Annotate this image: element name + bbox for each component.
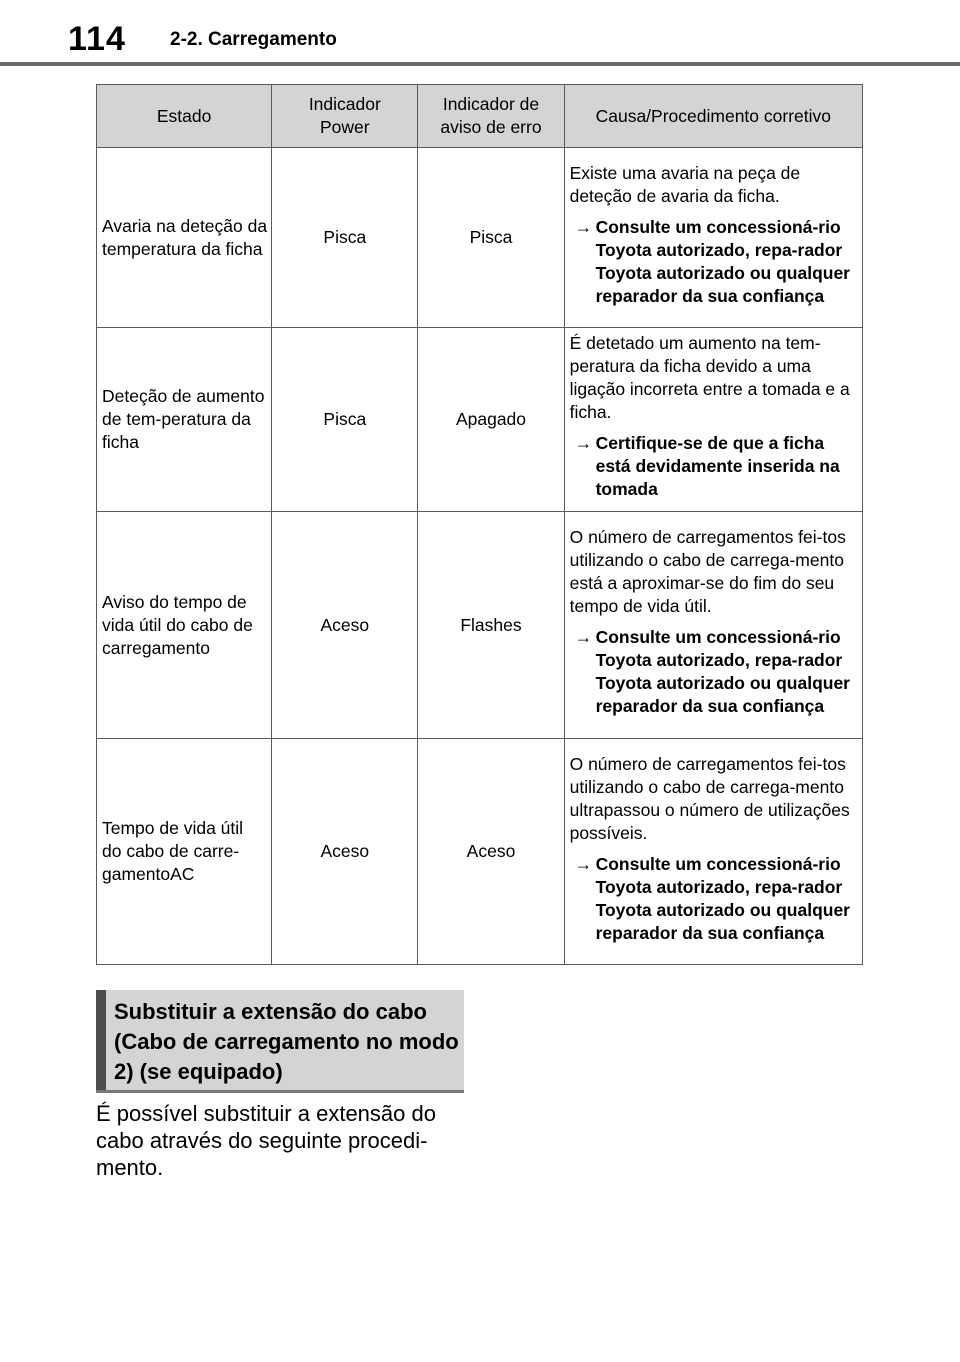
status-table	[96, 84, 863, 965]
error-indicator-cell: Aceso	[418, 739, 564, 965]
page-header	[0, 0, 960, 68]
corrective-action	[570, 432, 856, 501]
state-text: Aviso do tempo de vida útil do cabo de carregamento	[102, 591, 253, 658]
cause-text: O número de carregamentos fei-tos utilizando o cabo de carrega-mento está a aproximar-se do fim do seu tempo de vida útil.	[569, 527, 846, 616]
table-row	[97, 512, 863, 739]
power-indicator-cell: Aceso	[272, 739, 418, 965]
cause-cell	[564, 148, 862, 328]
cause-text: É detetado um aumento na tem-peratura da ficha devido a uma ligação incorreta entre a tomada e a ficha.	[569, 333, 850, 422]
corrective-action	[570, 626, 856, 718]
subsection-title: Substituir a extensão do cabo (Cabo de carregamento no modo 2) (se equipado)	[114, 999, 459, 1084]
error-indicator-cell: Pisca	[418, 148, 564, 328]
body-paragraph: É possível substituir a extensão do cabo através do seguinte procedi-mento.	[96, 1101, 436, 1180]
column-header-power-indicator: Indicador Power	[272, 85, 418, 148]
action-text: Certifique-se de que a ficha está devidamente inserida na tomada	[595, 433, 840, 499]
power-indicator-cell: Pisca	[272, 148, 418, 328]
state-text: Deteção de aumento de tem-peratura da ficha	[102, 386, 265, 452]
state-text: Tempo de vida útil do cabo de carre-gamentoAC	[102, 818, 244, 884]
subsection-accent-bar	[96, 990, 106, 1090]
table-row	[97, 148, 863, 328]
arrow-right-icon: →	[574, 433, 593, 453]
arrow-right-icon: →	[574, 627, 593, 647]
header-divider	[0, 62, 960, 66]
table-header-row	[97, 85, 863, 148]
table-row	[97, 739, 863, 965]
column-header-state: Estado	[97, 85, 272, 148]
power-indicator-cell: Pisca	[272, 328, 418, 512]
corrective-action	[570, 853, 856, 945]
column-header-error-indicator: Indicador de aviso de erro	[418, 85, 564, 148]
cause-text: Existe uma avaria na peça de deteção de avaria da ficha.	[569, 162, 801, 206]
column-header-cause: Causa/Procedimento corretivo	[564, 85, 862, 148]
section-title: 2-2. Carregamento	[170, 29, 337, 50]
subsection-heading-box	[96, 990, 464, 1093]
state-cell	[97, 512, 272, 739]
error-indicator-cell: Flashes	[418, 512, 564, 739]
page-number: 114	[68, 20, 126, 58]
cause-cell	[564, 328, 862, 512]
cause-cell	[564, 739, 862, 965]
state-cell	[97, 739, 272, 965]
action-text: Consulte um concessioná-rio Toyota autorizado, repa-rador Toyota autorizado ou qualquer reparador da sua confiança	[595, 853, 850, 943]
arrow-right-icon: →	[574, 853, 593, 874]
corrective-action	[570, 216, 856, 308]
error-indicator-cell: Apagado	[418, 328, 564, 512]
action-text: Consulte um concessioná-rio Toyota autorizado, repa-rador Toyota autorizado ou qualquer reparador da sua confiança	[595, 216, 850, 306]
power-indicator-cell: Aceso	[272, 512, 418, 739]
arrow-right-icon: →	[574, 216, 593, 237]
state-text: Avaria na deteção da temperatura da ficha	[102, 215, 268, 259]
cause-cell	[564, 512, 862, 739]
action-text: Consulte um concessioná-rio Toyota autorizado, repa-rador Toyota autorizado ou qualquer reparador da sua confiança	[595, 627, 850, 716]
state-cell	[97, 148, 272, 328]
state-cell	[97, 328, 272, 512]
table-row	[97, 328, 863, 512]
cause-text: O número de carregamentos fei-tos utilizando o cabo de carrega-mento ultrapassou o número de utilizações possíveis.	[569, 753, 850, 843]
